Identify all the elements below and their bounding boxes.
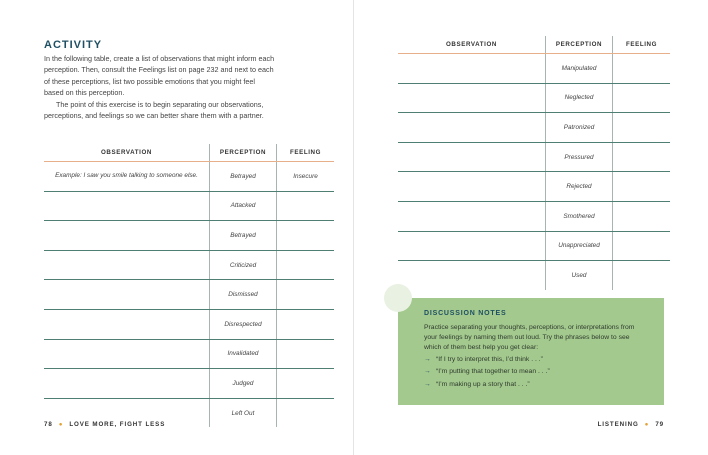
perception-cell: Neglected xyxy=(546,83,613,113)
observation-cell[interactable] xyxy=(44,221,210,251)
column-header-perception: PERCEPTION xyxy=(546,36,613,54)
table-row xyxy=(398,231,670,261)
phrase-text: “I’m putting that together to mean . . .” xyxy=(436,368,550,376)
feeling-cell[interactable] xyxy=(277,191,335,221)
observation-cell[interactable] xyxy=(44,309,210,339)
table-row xyxy=(44,280,334,310)
perception-cell: Manipulated xyxy=(546,54,613,84)
discussion-notes-title: DISCUSSION NOTES xyxy=(424,310,507,317)
table-row xyxy=(44,221,334,251)
table-row xyxy=(398,54,670,84)
observation-cell[interactable] xyxy=(398,142,546,172)
perception-cell: Dismissed xyxy=(210,280,277,310)
right-worksheet-table xyxy=(398,36,670,290)
feeling-cell[interactable] xyxy=(277,339,335,369)
feeling-cell[interactable] xyxy=(613,261,671,290)
corner-circle-icon xyxy=(384,284,412,312)
observation-cell[interactable] xyxy=(44,369,210,399)
perception-cell: Criticized xyxy=(210,250,277,280)
feeling-cell[interactable]: Insecure xyxy=(277,162,335,192)
perception-cell: Disrespected xyxy=(210,309,277,339)
feeling-cell[interactable] xyxy=(277,280,335,310)
page-number: 78 xyxy=(44,421,53,428)
table-row xyxy=(398,172,670,202)
perception-cell: Smothered xyxy=(546,201,613,231)
feeling-cell[interactable] xyxy=(277,309,335,339)
book-title: LOVE MORE, FIGHT LESS xyxy=(69,421,166,428)
observation-cell[interactable] xyxy=(398,201,546,231)
perception-cell: Patronized xyxy=(546,113,613,143)
chapter-title: LISTENING xyxy=(597,421,639,428)
perception-cell: Rejected xyxy=(546,172,613,202)
list-item xyxy=(424,354,550,366)
perception-cell: Betrayed xyxy=(210,162,277,192)
table-row xyxy=(398,261,670,290)
left-worksheet-table xyxy=(44,144,334,427)
column-header-feeling: FEELING xyxy=(613,36,671,54)
activity-instructions xyxy=(44,53,276,121)
list-item xyxy=(424,366,550,378)
observation-cell[interactable] xyxy=(398,172,546,202)
feeling-cell[interactable] xyxy=(613,201,671,231)
column-header-feeling: FEELING xyxy=(277,144,335,162)
feeling-cell[interactable] xyxy=(613,113,671,143)
perception-cell: Attacked xyxy=(210,191,277,221)
page-number: 79 xyxy=(655,421,664,428)
feeling-cell[interactable] xyxy=(277,221,335,251)
observation-cell[interactable] xyxy=(398,83,546,113)
column-header-observation: OBSERVATION xyxy=(398,36,546,54)
feeling-cell[interactable] xyxy=(277,250,335,280)
perception-cell: Betrayed xyxy=(210,221,277,251)
perception-cell: Invalidated xyxy=(210,339,277,369)
column-header-observation: OBSERVATION xyxy=(44,144,210,162)
observation-cell[interactable] xyxy=(44,250,210,280)
table-row xyxy=(398,113,670,143)
table-row xyxy=(44,191,334,221)
left-page-footer xyxy=(44,421,165,428)
column-header-perception: PERCEPTION xyxy=(210,144,277,162)
perception-cell: Judged xyxy=(210,369,277,399)
right-page-footer xyxy=(598,421,664,428)
feeling-cell[interactable] xyxy=(613,142,671,172)
footer-dot-icon: ● xyxy=(644,421,650,428)
table-row xyxy=(44,339,334,369)
feeling-cell[interactable] xyxy=(613,231,671,261)
feeling-cell[interactable] xyxy=(613,54,671,84)
discussion-notes-text: Practice separating your thoughts, perceptions, or interpretations from your feelings by naming them out loud. Try the phrases below to see which of them best help you get clear: xyxy=(424,324,635,352)
arrow-right-icon: → xyxy=(424,356,431,363)
arrow-right-icon: → xyxy=(424,380,431,388)
instructions-paragraph-1: In the following table, create a list of observations that might inform each perception. Then, consult the Feelings list on page 232 and next to each of these perceptions, list two possible emotions that you might feel based on this perception. xyxy=(44,54,275,98)
arrow-right-icon: → xyxy=(424,368,431,376)
feeling-cell[interactable] xyxy=(613,83,671,113)
activity-heading: ACTIVITY xyxy=(44,39,103,51)
table-row xyxy=(398,142,670,172)
perception-cell: Left Out xyxy=(210,398,277,427)
footer-dot-icon: ● xyxy=(58,421,64,428)
table-row xyxy=(44,162,334,192)
phrase-text: “If I try to interpret this, I’d think . . .” xyxy=(436,356,543,363)
feeling-cell[interactable] xyxy=(277,369,335,399)
perception-cell: Unappreciated xyxy=(546,231,613,261)
list-item xyxy=(424,379,550,391)
feeling-cell[interactable] xyxy=(613,172,671,202)
observation-cell[interactable] xyxy=(398,113,546,143)
observation-cell[interactable] xyxy=(44,191,210,221)
perception-cell: Used xyxy=(546,261,613,290)
instructions-paragraph-2: The point of this exercise is to begin separating our observations, perceptions, and feelings so we can better share them with a partner. xyxy=(44,99,264,121)
table-row xyxy=(44,309,334,339)
observation-cell[interactable] xyxy=(398,261,546,290)
feeling-cell[interactable] xyxy=(277,398,335,427)
observation-cell[interactable]: Example: I saw you smile talking to someone else. xyxy=(44,162,210,192)
table-row xyxy=(44,250,334,280)
table-row xyxy=(398,201,670,231)
observation-cell[interactable] xyxy=(44,280,210,310)
table-row xyxy=(398,83,670,113)
phrase-list xyxy=(424,354,550,391)
perception-cell: Pressured xyxy=(546,142,613,172)
observation-cell[interactable] xyxy=(398,231,546,261)
observation-cell[interactable] xyxy=(398,54,546,84)
observation-cell[interactable] xyxy=(44,339,210,369)
phrase-text: “I’m making up a story that . . .” xyxy=(436,380,530,388)
discussion-notes-box xyxy=(398,298,664,405)
table-row xyxy=(44,369,334,399)
